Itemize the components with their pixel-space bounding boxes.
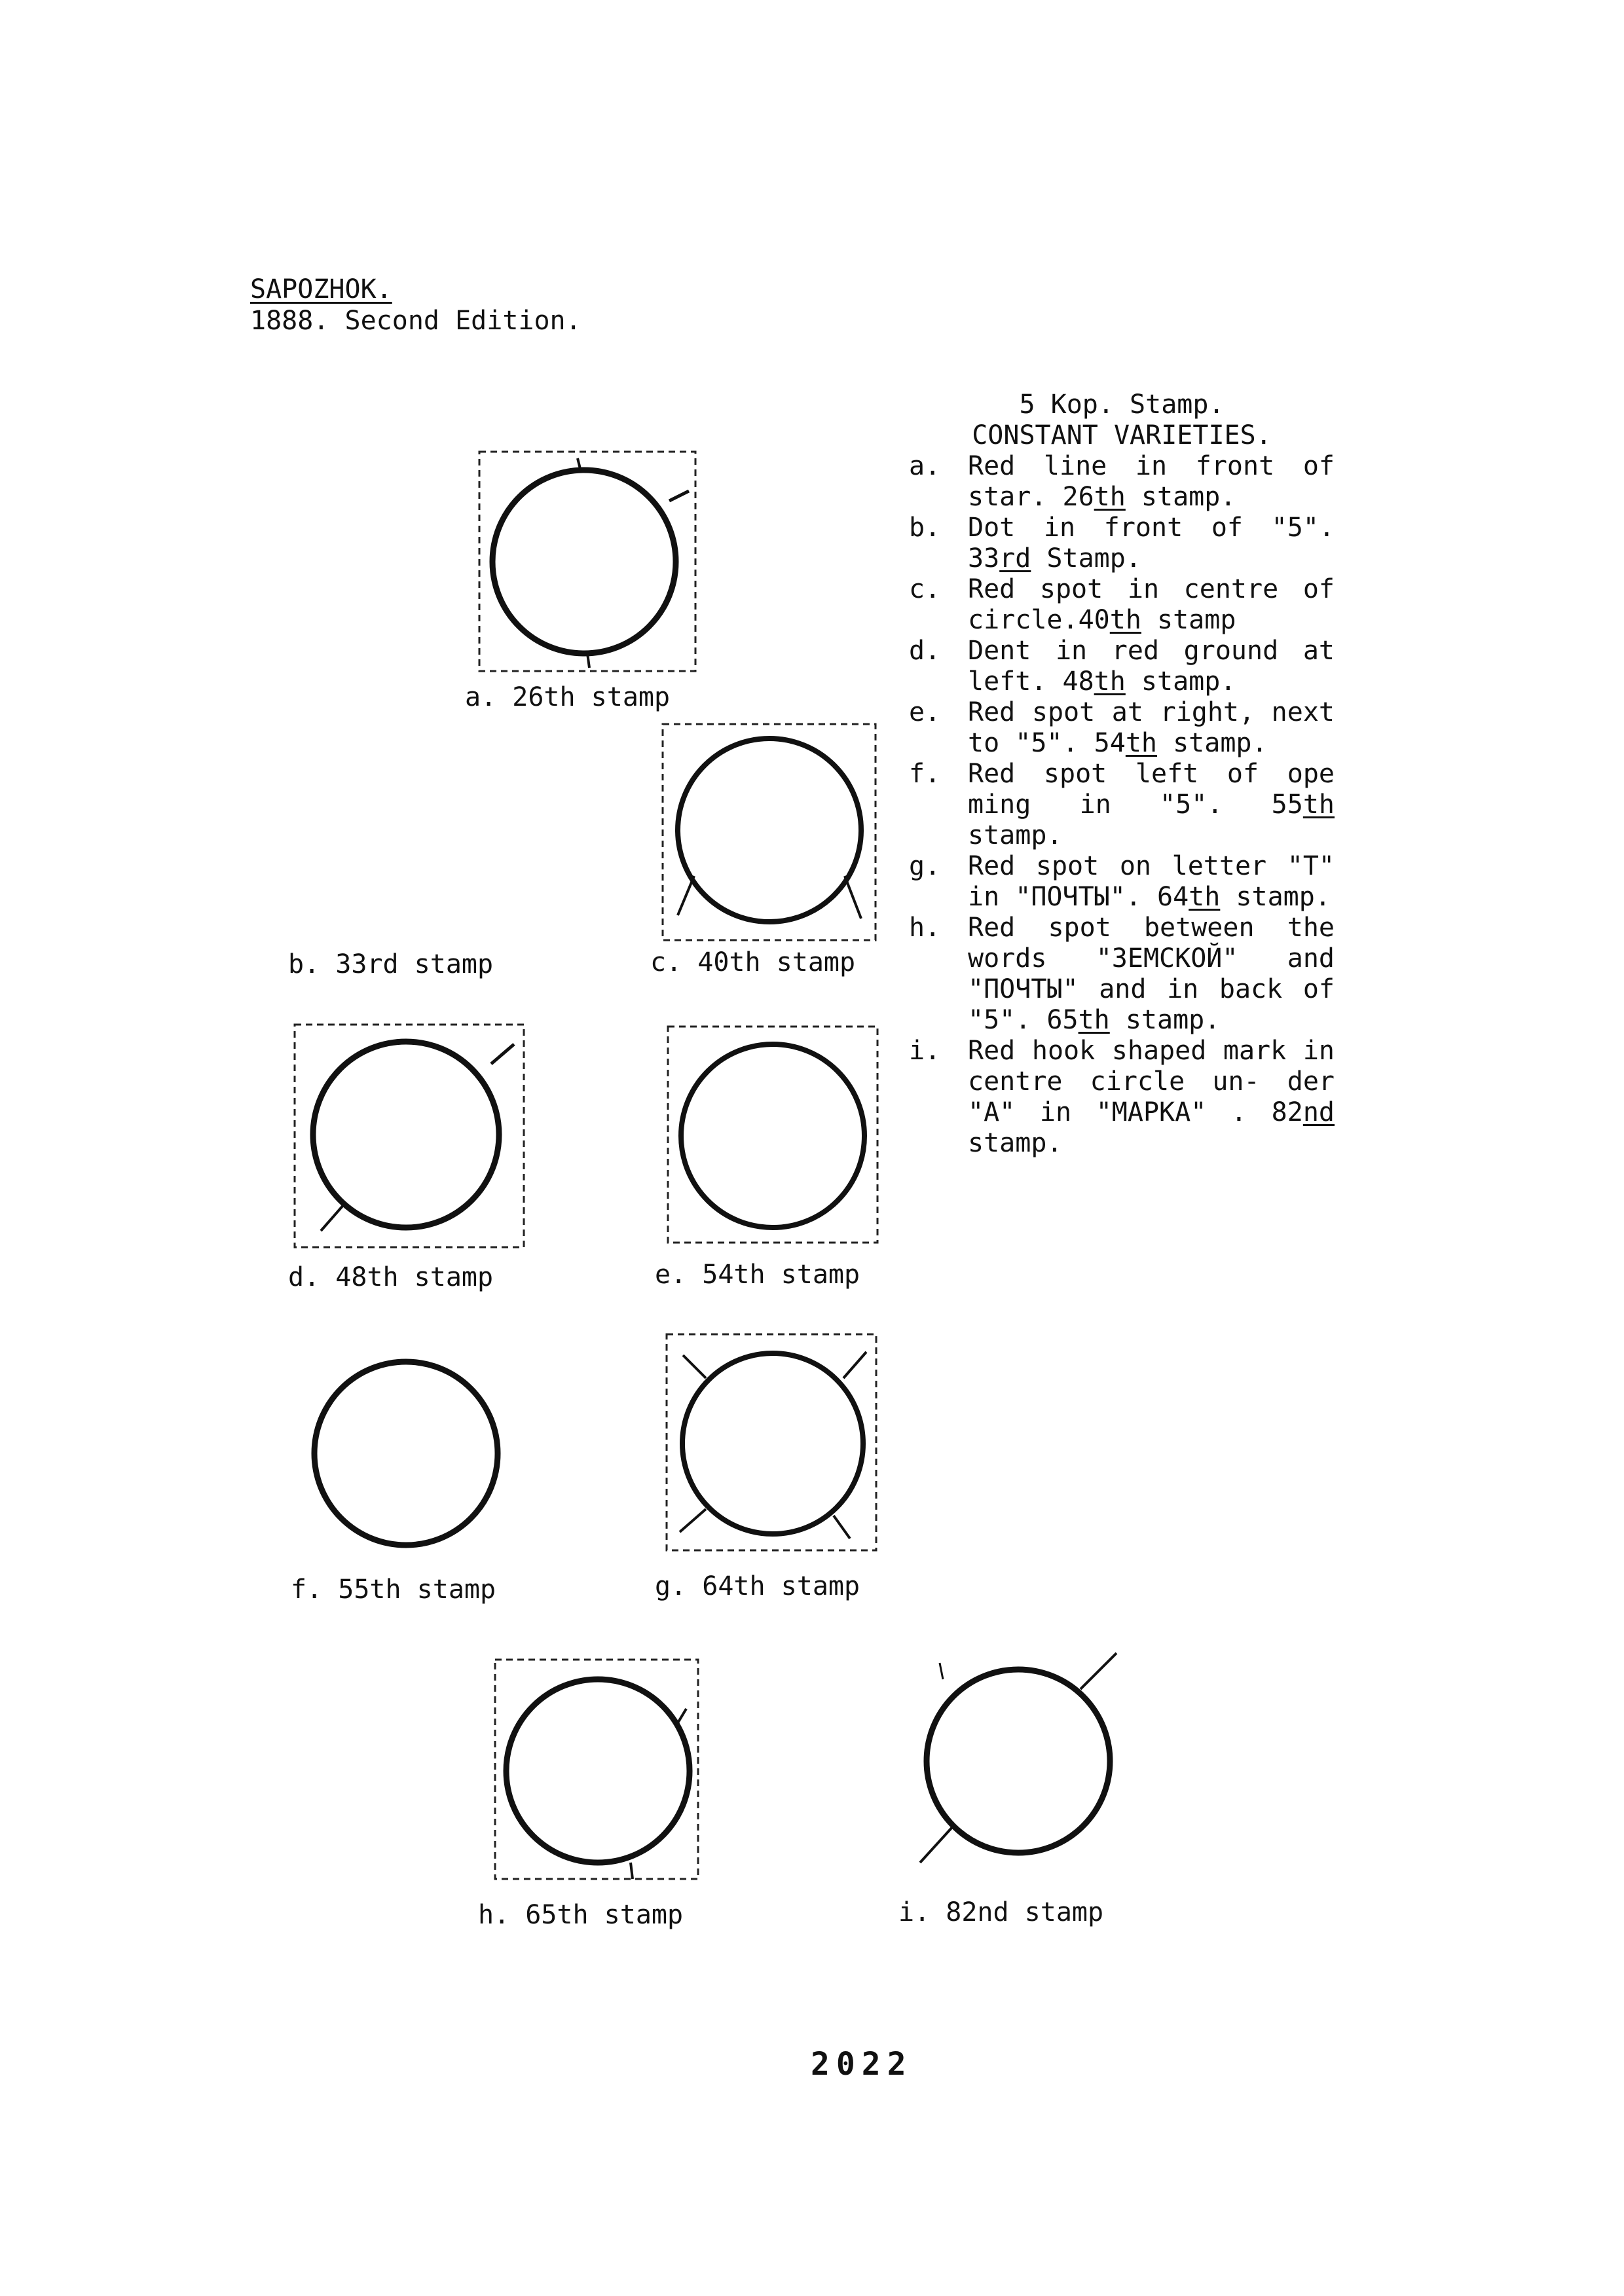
variety-b: [909, 513, 1335, 574]
varieties-panel: [909, 390, 1335, 1159]
variety-letter: e.: [909, 697, 941, 727]
variety-text-end: stamp.: [1220, 882, 1331, 912]
variety-text-end: stamp.: [968, 1128, 1063, 1158]
variety-letter: i.: [909, 1036, 941, 1066]
variety-text-end: stamp.: [968, 820, 1063, 850]
variety-f: [909, 759, 1335, 851]
variety-text: Dot in front of "5". 33: [968, 513, 1335, 574]
variety-letter: f.: [909, 759, 941, 789]
stamp-a-illustration: [473, 445, 702, 678]
stamp-d-caption: d. 48th stamp: [288, 1262, 494, 1292]
variety-letter: a.: [909, 451, 941, 481]
panel-heading-varieties: CONSTANT VARIETIES.: [972, 420, 1272, 450]
variety-text-end: stamp.: [1125, 482, 1236, 512]
variety-ordinal: th: [1109, 605, 1141, 635]
variety-letter: b.: [909, 513, 941, 543]
variety-ordinal: rd: [999, 543, 1031, 574]
variety-letter: d.: [909, 636, 941, 666]
variety-text-end: stamp.: [1125, 666, 1236, 697]
page-title: SAPOZHOK.: [250, 274, 392, 304]
variety-e: [909, 697, 1335, 759]
stamp-e-caption: e. 54th stamp: [655, 1260, 860, 1290]
stamp-e-illustration: [661, 1021, 887, 1250]
stamp-i-caption: i. 82nd stamp: [898, 1897, 1104, 1927]
stamp-h-illustration: [490, 1653, 706, 1889]
variety-letter: g.: [909, 851, 941, 881]
variety-letter: h.: [909, 913, 941, 943]
stamp-c-caption: c. 40th stamp: [650, 947, 856, 977]
variety-ordinal: th: [1078, 1005, 1110, 1035]
stamp-g-caption: g. 64th stamp: [655, 1571, 860, 1601]
variety-text: Red spot left of ope ming in "5". 55: [968, 759, 1335, 820]
stamp-g-illustration: [660, 1329, 886, 1558]
variety-ordinal: th: [1302, 790, 1335, 820]
variety-h: [909, 913, 1335, 1036]
variety-ordinal: th: [1094, 482, 1126, 512]
variety-text-end: stamp: [1141, 605, 1236, 635]
variety-ordinal: th: [1125, 728, 1157, 758]
variety-text: Red spot between the words "ЗЕМСКОЙ" and "ПОЧТЫ" and in back of "5". 65: [968, 913, 1335, 1035]
page-number: 2022: [811, 2046, 913, 2083]
stamp-f-caption: f. 55th stamp: [291, 1575, 496, 1605]
stamp-c-illustration: [655, 719, 884, 945]
stamp-h-caption: h. 65th stamp: [478, 1900, 684, 1930]
variety-text: Red spot on letter "T" in "ПОЧТЫ". 64: [968, 851, 1335, 912]
variety-text-end: stamp.: [1109, 1005, 1221, 1035]
page-header: [250, 274, 581, 337]
variety-letter: c.: [909, 574, 941, 604]
variety-text-end: Stamp.: [1031, 543, 1141, 574]
variety-text: Dent in red ground at left. 48: [968, 636, 1335, 697]
variety-g: [909, 851, 1335, 913]
variety-a: [909, 451, 1335, 513]
page-subtitle: 1888. Second Edition.: [250, 306, 581, 336]
variety-ordinal: th: [1189, 882, 1221, 912]
variety-text: Red line in front of star. 26: [968, 451, 1335, 512]
stamp-b-caption: b. 33rd stamp: [288, 949, 494, 979]
variety-text: Red hook shaped mark in centre circle un- der "A" in "MAPKA" . 82: [968, 1036, 1335, 1127]
stamp-d-illustration: [288, 1018, 530, 1254]
panel-heading-stamp: 5 Kop. Stamp.: [1019, 390, 1225, 420]
variety-c: [909, 574, 1335, 636]
variety-ordinal: nd: [1302, 1097, 1335, 1127]
stamp-a-caption: a. 26th stamp: [465, 682, 671, 712]
variety-text-end: stamp.: [1157, 728, 1268, 758]
variety-i: [909, 1036, 1335, 1159]
variety-d: [909, 636, 1335, 697]
variety-ordinal: th: [1094, 666, 1126, 697]
stamp-f-illustration: [308, 1355, 504, 1552]
variety-text: Red spot at right, next to "5". 54: [968, 697, 1335, 758]
stamp-i-illustration: [907, 1650, 1130, 1872]
variety-text: Red spot in centre of circle.40: [968, 574, 1335, 635]
